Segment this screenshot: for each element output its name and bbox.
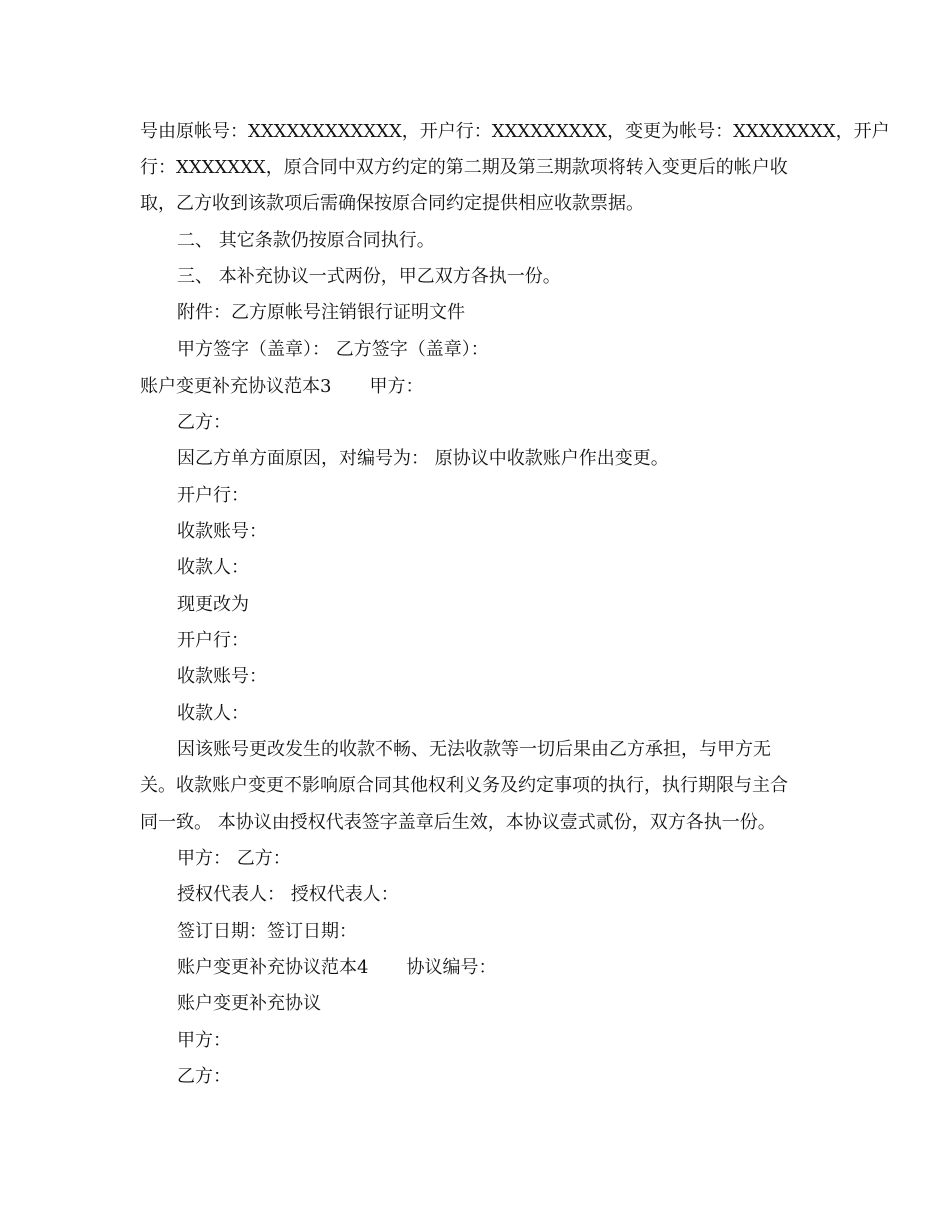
text-line: 乙方：	[177, 412, 231, 433]
text-line: 乙方：	[177, 1066, 231, 1087]
text-line: 开户行：	[177, 485, 249, 506]
text-line: 收款人：	[177, 557, 249, 578]
text-line: 收款人：	[177, 703, 249, 724]
text-line: 因乙方单方面原因，对编号为： 原协议中收款账户作出变更。	[177, 448, 669, 469]
agreement-number-label: 协议编号：	[406, 957, 497, 978]
section-heading	[177, 956, 496, 980]
text-line: 授权代表人： 授权代表人：	[177, 884, 399, 905]
text-line: 账户变更补充协议	[177, 993, 321, 1014]
party-a-label: 甲方：	[369, 376, 424, 397]
text-line: 附件：乙方原帐号注销银行证明文件	[177, 302, 465, 323]
section-heading	[140, 375, 423, 399]
text-line: 收款账号：	[177, 666, 267, 687]
text-line: 三、 本补充协议一式两份，甲乙双方各执一份。	[177, 266, 561, 287]
text-line: 二、 其它条款仍按原合同执行。	[177, 230, 435, 251]
section-title: 账户变更补充协议范本3	[140, 376, 332, 397]
section-title: 账户变更补充协议范本4	[177, 957, 369, 978]
text-line: 号由原帐号：XXXXXXXXXXXX，开户行：XXXXXXXXX，变更为帐号：XXXXXXXX，开户	[140, 121, 890, 142]
text-line: 签订日期：签订日期：	[177, 921, 357, 942]
text-line: 取，乙方收到该款项后需确保按原合同约定提供相应收款票据。	[140, 193, 644, 214]
text-line: 现更改为	[177, 594, 249, 615]
text-line: 行：XXXXXXX，原合同中双方约定的第二期及第三期款项将转入变更后的帐户收	[140, 157, 788, 178]
text-line: 甲方： 乙方：	[177, 848, 291, 869]
text-line: 开户行：	[177, 630, 249, 651]
text-line: 甲方：	[177, 1030, 231, 1051]
text-line: 收款账号：	[177, 521, 267, 542]
text-line: 甲方签字（盖章）： 乙方签字（盖章）：	[177, 339, 489, 360]
text-line: 因该账号更改发生的收款不畅、无法收款等一切后果由乙方承担，与甲方无	[177, 739, 771, 760]
text-line: 同一致。 本协议由授权代表签字盖章后生效，本协议壹式贰份，双方各执一份。	[140, 812, 776, 833]
text-line: 关。收款账户变更不影响原合同其他权利义务及约定事项的执行，执行期限与主合	[140, 775, 788, 796]
